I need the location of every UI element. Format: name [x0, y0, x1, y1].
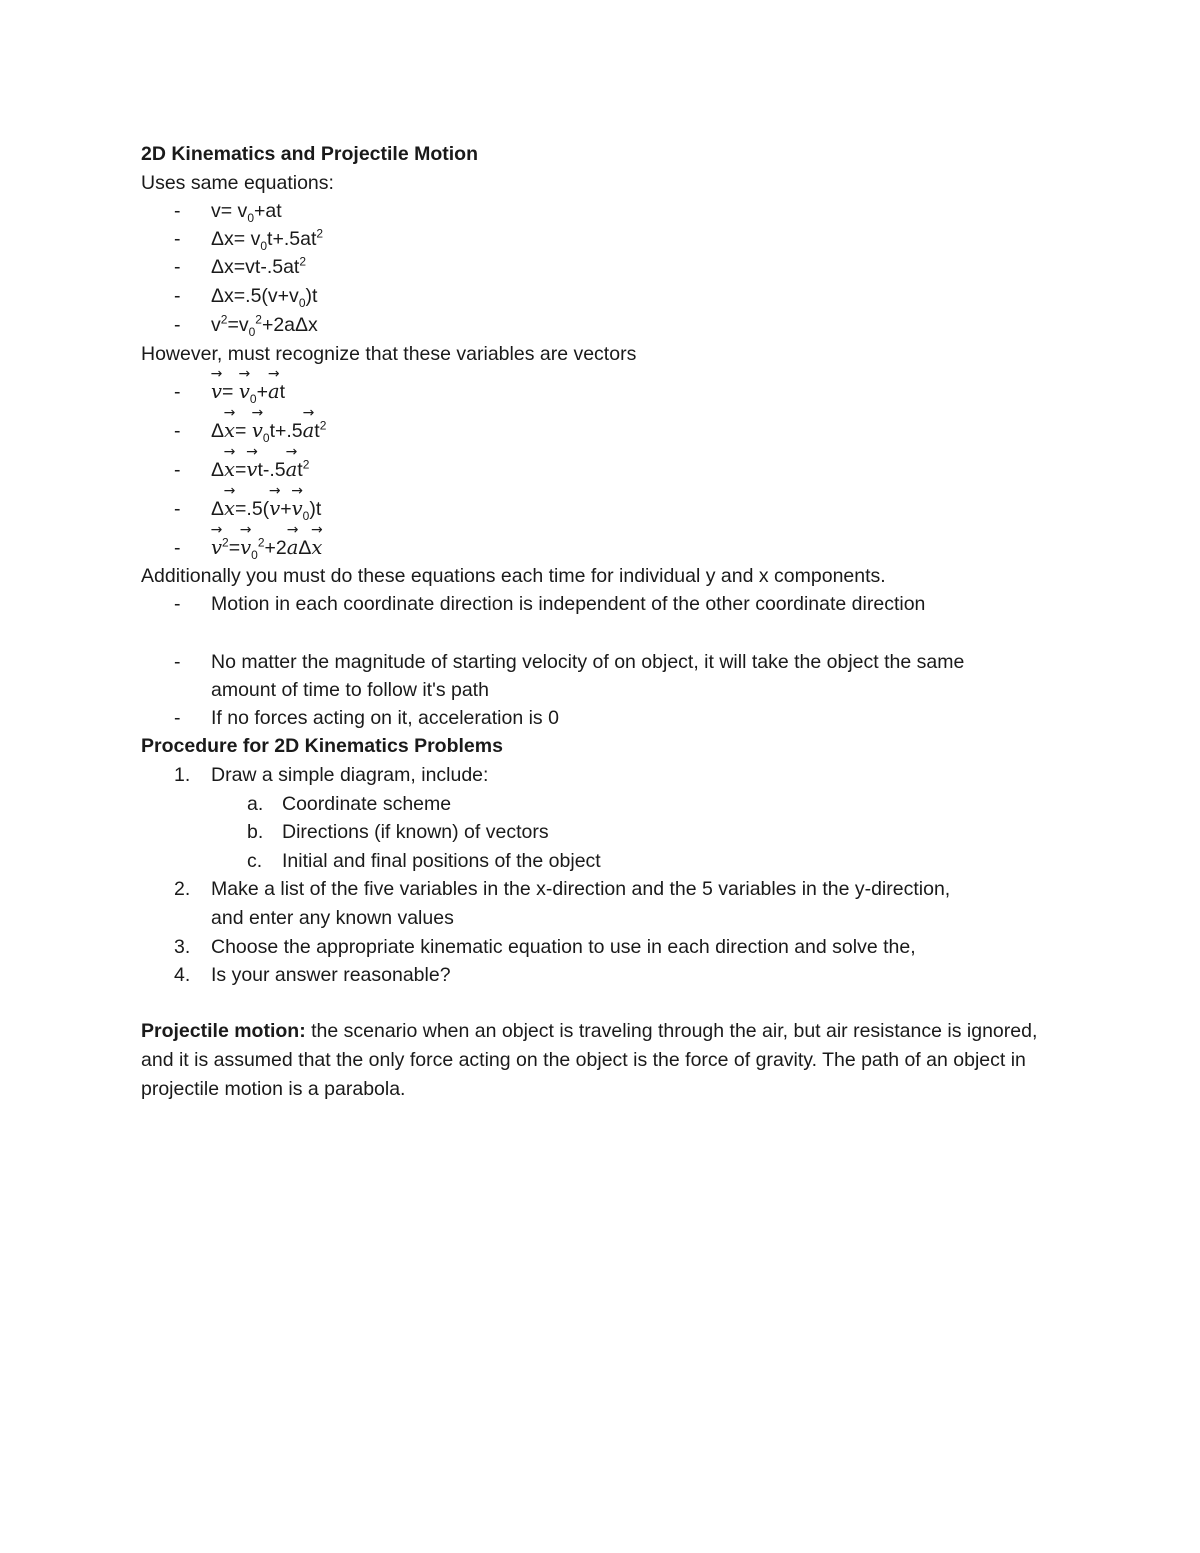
procedure-title: Procedure for 2D Kinematics Problems [141, 735, 503, 757]
bullet: - [174, 420, 181, 442]
bullet: - [174, 651, 181, 673]
projectile-paragraph [141, 1017, 1056, 1104]
vectors-intro: However, must recognize that these variables are vectors [141, 343, 637, 365]
vector-equation-5: → $v^2=\to v_0^2+2\to a\Delta\to x$ [211, 535, 322, 561]
list-number: 3. [174, 936, 191, 958]
procedure-substep-b: Directions (if known) of vectors [282, 821, 549, 843]
list-number: 4. [174, 964, 191, 986]
list-letter: c. [247, 850, 263, 872]
component-point-2-cont: amount of time to follow it's path [211, 679, 489, 701]
bullet: - [174, 228, 181, 250]
list-number: 2. [174, 878, 191, 900]
procedure-step-3: Choose the appropriate kinematic equation to use in each direction and solve the, [211, 936, 916, 958]
bullet: - [174, 707, 181, 729]
component-point-1: Motion in each coordinate direction is independent of the other coordinate direction [211, 593, 926, 615]
bullet: - [174, 593, 181, 615]
vector-equation-4: $\Delta\to x=.5(\to v+\to v_0)t$ [211, 496, 321, 522]
components-intro: Additionally you must do these equations each time for individual y and x components. [141, 565, 886, 587]
intro-text: Uses same equations: [141, 172, 334, 194]
component-point-3: If no forces acting on it, acceleration is 0 [211, 707, 559, 729]
vector-equation-2: $\Delta\to x= \to v_0t+.5\to at^2$ [211, 418, 326, 444]
list-letter: b. [247, 821, 264, 843]
page-title: 2D Kinematics and Projectile Motion [141, 143, 478, 165]
bullet: - [174, 459, 181, 481]
equation-3: $\Delta x=vt-.5at^2$ [211, 254, 307, 278]
equation-2: $\Delta x= v_0t+.5at^2$ [211, 226, 324, 253]
list-letter: a. [247, 793, 264, 815]
list-number: 1. [174, 764, 191, 786]
equation-1: $v= v_0+at$ [211, 200, 282, 225]
equation-4: $\Delta x=.5(v+v_0)t$ [211, 285, 318, 310]
procedure-substep-c: Initial and final positions of the object [282, 850, 601, 872]
bullet: - [174, 537, 181, 559]
vector-equation-3: $\Delta\to x=\to vt-.5\to at^2$ [211, 457, 309, 483]
component-point-2: No matter the magnitude of starting velocity of on object, it will take the object the same [211, 651, 965, 673]
projectile-definition: the scenario when an object is traveling through the air, but air resistance is ignored, and it is assumed that the only force acting on the object is the force of gravity. The path of an object in projectile motion is a parabola. [141, 1020, 1038, 1100]
bullet: - [174, 381, 181, 403]
procedure-step-1: Draw a simple diagram, include: [211, 764, 489, 786]
bullet: - [174, 200, 181, 222]
bullet: - [174, 285, 181, 307]
vector-equation-1: → $v= \to v_0+\to$ at [211, 379, 285, 405]
projectile-term: Projectile motion: [141, 1020, 306, 1042]
bullet: - [174, 314, 181, 336]
bullet: - [174, 498, 181, 520]
procedure-substep-a: Coordinate scheme [282, 793, 452, 815]
procedure-step-4: Is your answer reasonable? [211, 964, 451, 986]
bullet: - [174, 256, 181, 278]
procedure-step-2: Make a list of the five variables in the x-direction and the 5 variables in the y-direction, [211, 878, 951, 900]
equation-5: $v^2=v_0^2+2a\Delta x$ [211, 312, 318, 339]
procedure-step-2-cont: and enter any known values [211, 907, 454, 929]
